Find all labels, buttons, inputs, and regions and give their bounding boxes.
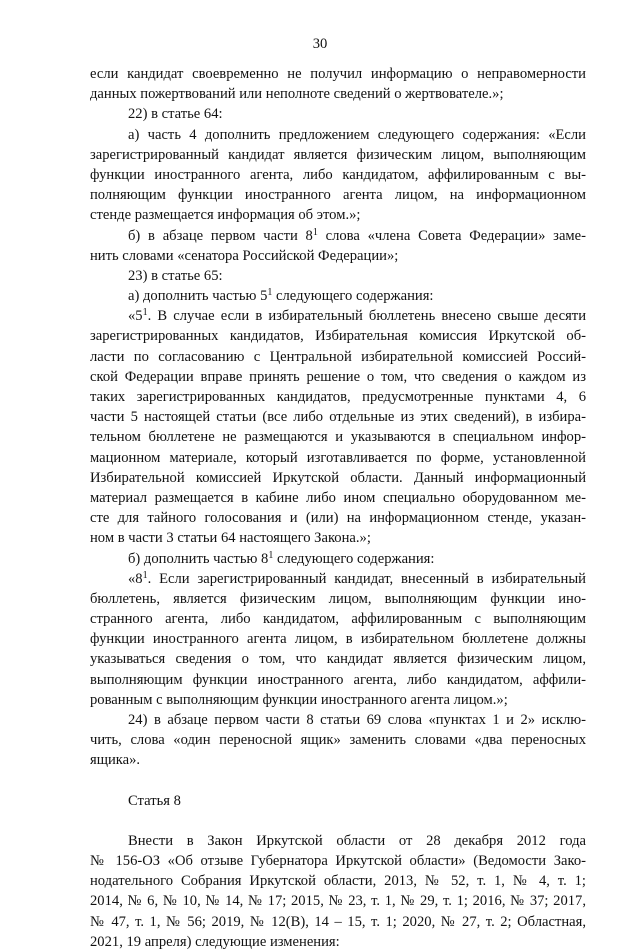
line-text: рованным с выполняющим функции иностранного агента лицом.»; — [90, 691, 508, 708]
line-text: нить словами «сенатора Российской Федерации»; — [90, 247, 399, 264]
text-line — [90, 246, 586, 266]
text-line — [90, 730, 586, 750]
line-text: странного агента, либо кандидатом, аффилированным с выполняющим — [90, 611, 586, 628]
line-text: нодательного Собрания Иркутской области, 2013, № 52, т. 1, № 4, т. 1; — [90, 873, 586, 890]
line-text: стенде размещается информация об этом.»; — [90, 207, 361, 224]
text-line — [90, 185, 586, 205]
text-line — [90, 508, 586, 528]
text-line — [90, 448, 586, 468]
line-text: таких зарегистрированных кандидатов, предусмотренные пунктами 4, 6 — [90, 389, 586, 405]
text-line — [90, 427, 586, 447]
line-text: б) в абзаце первом части 8 — [128, 227, 313, 244]
superscript: 1 — [312, 226, 318, 238]
text-line — [90, 710, 586, 730]
superscript: 1 — [142, 307, 148, 319]
line-text: ном в части 3 статьи 64 настоящего Закона.»; — [90, 530, 371, 547]
text-line — [90, 629, 586, 649]
line-text: № 156-ОЗ «Об отзыве Губернатора Иркутской области» (Ведомости Зако- — [90, 852, 586, 869]
line-text: 23) в статье 65: — [128, 267, 223, 284]
line-text: мационном материале, который изготавливается по форме, установленной — [90, 449, 586, 466]
text-line — [90, 871, 586, 891]
page-number: 30 — [312, 36, 328, 52]
text-line — [90, 649, 586, 669]
line-text-continued: . В случае если в избирательный бюллетень внесено свыше десяти — [147, 308, 586, 325]
line-text: а) дополнить частью 5 — [128, 288, 268, 305]
line-text: функции иностранного агента лицом, в избирательном бюллетене должны — [90, 631, 586, 648]
line-text: 2021, 19 апреля) следующие изменения: — [90, 933, 340, 950]
text-line — [90, 205, 586, 225]
line-text-continued: слова «члена Совета Федерации» заме- — [317, 227, 586, 244]
text-line — [90, 468, 586, 488]
text-line — [90, 286, 586, 306]
text-line — [90, 851, 586, 871]
text-line — [90, 387, 586, 407]
text-line — [90, 306, 586, 326]
text-line — [90, 125, 586, 145]
text-line — [90, 347, 586, 367]
line-text: выполняющим функции иностранного агента, либо кандидатом, аффили- — [90, 671, 586, 688]
line-text-continued: следующего содержания: — [273, 550, 435, 567]
text-line — [90, 589, 586, 609]
paragraph-gap — [90, 811, 586, 831]
text-line — [90, 165, 586, 185]
document-body — [90, 64, 586, 952]
text-line — [90, 549, 586, 569]
line-text: сте для тайного голосования и (или) на информационном стенде, указан- — [90, 510, 586, 527]
line-text: бюллетень, является физическим лицом, выполняющим функции ино- — [90, 590, 586, 607]
line-text: если кандидат своевременно не получил информацию о неправомерности — [90, 66, 586, 82]
line-text: части 5 настоящей статьи (все либо отдельные из этих сведений), в избира- — [90, 409, 586, 426]
text-line — [90, 226, 586, 246]
text-line — [90, 690, 586, 710]
text-line — [90, 932, 586, 952]
line-text: тельном бюллетене не размещаются и указываются в специальном инфор- — [90, 429, 586, 446]
text-line — [90, 528, 586, 548]
line-text: «5 — [128, 308, 143, 325]
line-text-continued: следующего содержания: — [272, 288, 434, 305]
line-text: полняющим функции иностранного агента лицом, на информационном — [90, 187, 586, 204]
paragraph-gap — [90, 771, 586, 791]
text-line — [90, 407, 586, 427]
line-text: зарегистрированных кандидатов, Избирательная комиссия Иркутской об- — [90, 328, 586, 345]
text-line — [90, 64, 586, 84]
superscript: 1 — [267, 287, 273, 299]
text-line — [90, 326, 586, 346]
line-text: функции иностранного агента, либо кандидатом, аффилированным с вы- — [90, 166, 586, 183]
superscript: 1 — [142, 569, 148, 581]
line-text: ской Федерации вправе принять решение о том, что сведения о каждом из — [90, 368, 586, 385]
superscript: 1 — [268, 549, 274, 561]
text-line — [90, 912, 586, 932]
text-line — [90, 670, 586, 690]
line-text: Внести в Закон Иркутской области от 28 декабря 2012 года — [128, 832, 586, 849]
text-line — [90, 266, 586, 286]
text-line — [90, 84, 586, 104]
line-text-continued: . Если зарегистрированный кандидат, внесенный в избирательный — [147, 570, 586, 587]
text-line — [90, 609, 586, 629]
text-line — [90, 750, 586, 770]
text-line — [90, 145, 586, 165]
line-text: 22) в статье 64: — [128, 106, 223, 123]
text-line — [90, 891, 586, 911]
text-line — [90, 488, 586, 508]
line-text: Избирательной комиссией Иркутской области. Данный информационный — [90, 469, 586, 486]
line-text: Статья 8 — [128, 792, 181, 809]
line-text: ласти по согласованию с Центральной избирательной комиссией Россий- — [90, 348, 586, 365]
text-line — [90, 569, 586, 589]
line-text: указываться сведения о том, что кандидат является физическим лицом, — [90, 651, 586, 668]
line-text: 24) в абзаце первом части 8 статьи 69 слова «пунктах 1 и 2» исклю- — [128, 712, 586, 728]
line-text: чить, слова «один переносной ящик» заменить словами «два переносных — [90, 732, 586, 749]
line-text: 2014, № 6, № 10, № 14, № 17; 2015, № 23, т. 1, № 29, т. 1; 2016, № 37; 2017, — [90, 893, 586, 910]
text-line — [90, 831, 586, 851]
line-text: зарегистрированный кандидат является физическим лицом, выполняющим — [90, 146, 586, 163]
line-text: № 47, т. 1, № 56; 2019, № 12(В), 14 – 15, т. 1; 2020, № 27, т. 2; Областная, — [90, 913, 586, 930]
line-text: «8 — [128, 570, 143, 587]
line-text: ящика». — [90, 752, 141, 769]
line-text: а) часть 4 дополнить предложением следующего содержания: «Если — [128, 126, 586, 143]
text-line — [90, 791, 586, 811]
line-text: данных пожертвований или неполноте сведений о жертвователе.»; — [90, 86, 504, 103]
text-line — [90, 104, 586, 124]
line-text: материал размещается в кабине либо ином специально оборудованном ме- — [90, 489, 586, 506]
text-line — [90, 367, 586, 387]
line-text: б) дополнить частью 8 — [128, 550, 269, 567]
